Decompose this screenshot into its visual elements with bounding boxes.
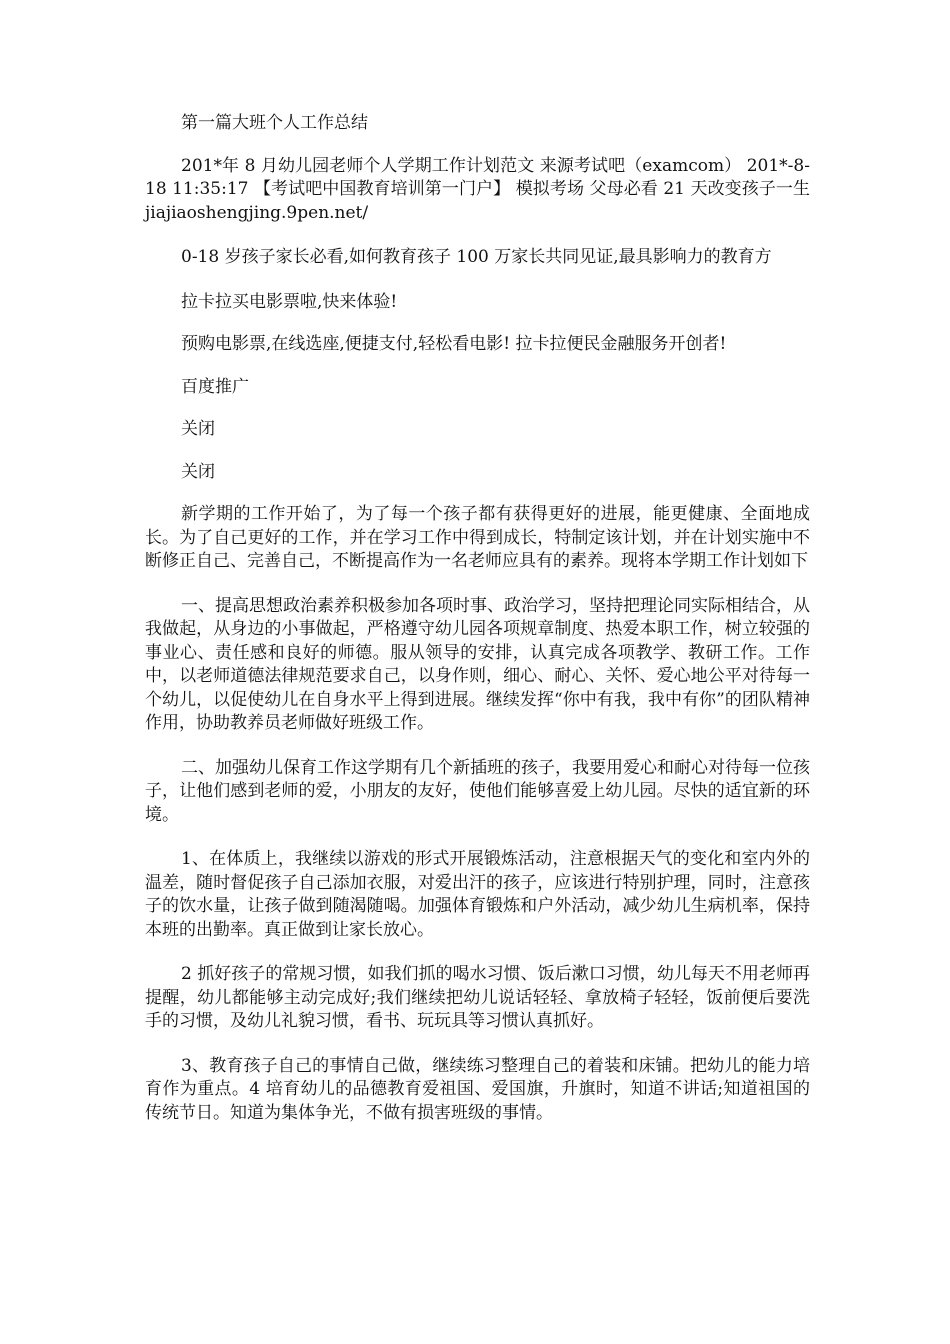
paragraph: 一、提高思想政治素养积极参加各项时事、政治学习，坚持把理论同实际相结合，从我做起，从身边的小事做起，严格遵守幼儿园各项规章制度、热爱本职工作，树立较强的事业心、责任感和良好的师德。服从领导的安排，认真完成各项教学、教研工作。工作中，以老师道德法律规范要求自己，以身作则，细心、耐心、关怀、爱心地公平对待每一个幼儿，以促使幼儿在自身水平上得到进展。继续发挥“你中有我，我中有你”的团队精神作用，协助教养员老师做好班级工作。: [145, 595, 810, 733]
paragraph: 二、加强幼儿保育工作这学期有几个新插班的孩子，我要用爱心和耐心对待每一位孩子，让他们感到老师的爱，小朋友的友好，使他们能够喜爱上幼儿园。尽快的适宜新的环境。: [145, 757, 810, 825]
paragraph: 新学期的工作开始了，为了每一个孩子都有获得更好的进展，能更健康、全面地成长。为了自己更好的工作，并在学习工作中得到成长，特制定该计划，并在计划实施中不断修正自己、完善自己，不断提高作为一名老师应具有的素养。现将本学期工作计划如下: [145, 504, 810, 571]
paragraph: 拉卡拉买电影票啦,快来体验!: [181, 291, 398, 312]
paragraph: 201*年 8 月幼儿园老师个人学期工作计划范文 来源考试吧（examcom） 201*-8-18 11:35:17 【考试吧中国教育培训第一门户】 模拟考场 父母必看 21 天改变孩子一生 jiajiaoshengjing.9pen.net/: [145, 155, 810, 223]
paragraph: 0-18 岁孩子家长必看,如何教育孩子 100 万家长共同见证,最具影响力的教育方: [181, 247, 772, 267]
paragraph: 1、在体质上，我继续以游戏的形式开展锻炼活动，注意根据天气的变化和室内外的温差，随时督促孩子自己添加衣服，对爱出汗的孩子，应该进行特别护理，同时，注意孩子的饮水量，让孩子做到随渴随喝。加强体育锻炼和户外活动，减少幼儿生病机率，保持本班的出勤率。真正做到让家长放心。: [145, 849, 810, 940]
paragraph: 预购电影票,在线选座,便捷支付,轻松看电影! 拉卡拉便民金融服务开创者!: [181, 334, 727, 354]
paragraph: 3、教育孩子自己的事情自己做，继续练习整理自己的着装和床铺。把幼儿的能力培育作为重点。4 培育幼儿的品德教育爱祖国、爱国旗，升旗时，知道不讲话;知道祖国的传统节日。知道为集体争光，不做有损害班级的事情。: [145, 1055, 810, 1123]
paragraph: 2 抓好孩子的常规习惯，如我们抓的喝水习惯、饭后漱口习惯，幼儿每天不用老师再提醒，幼儿都能够主动完成好;我们继续把幼儿说话轻轻、拿放椅子轻轻，饭前便后要洗手的习惯，及幼儿礼貌习惯，看书、玩玩具等习惯认真抓好。: [145, 964, 810, 1031]
paragraph: 关闭: [181, 419, 215, 439]
document-title: 第一篇大班个人工作总结: [181, 113, 368, 133]
paragraph: 关闭: [181, 461, 215, 482]
paragraph: 百度推广: [181, 376, 249, 397]
document-page: [145, 112, 810, 1146]
